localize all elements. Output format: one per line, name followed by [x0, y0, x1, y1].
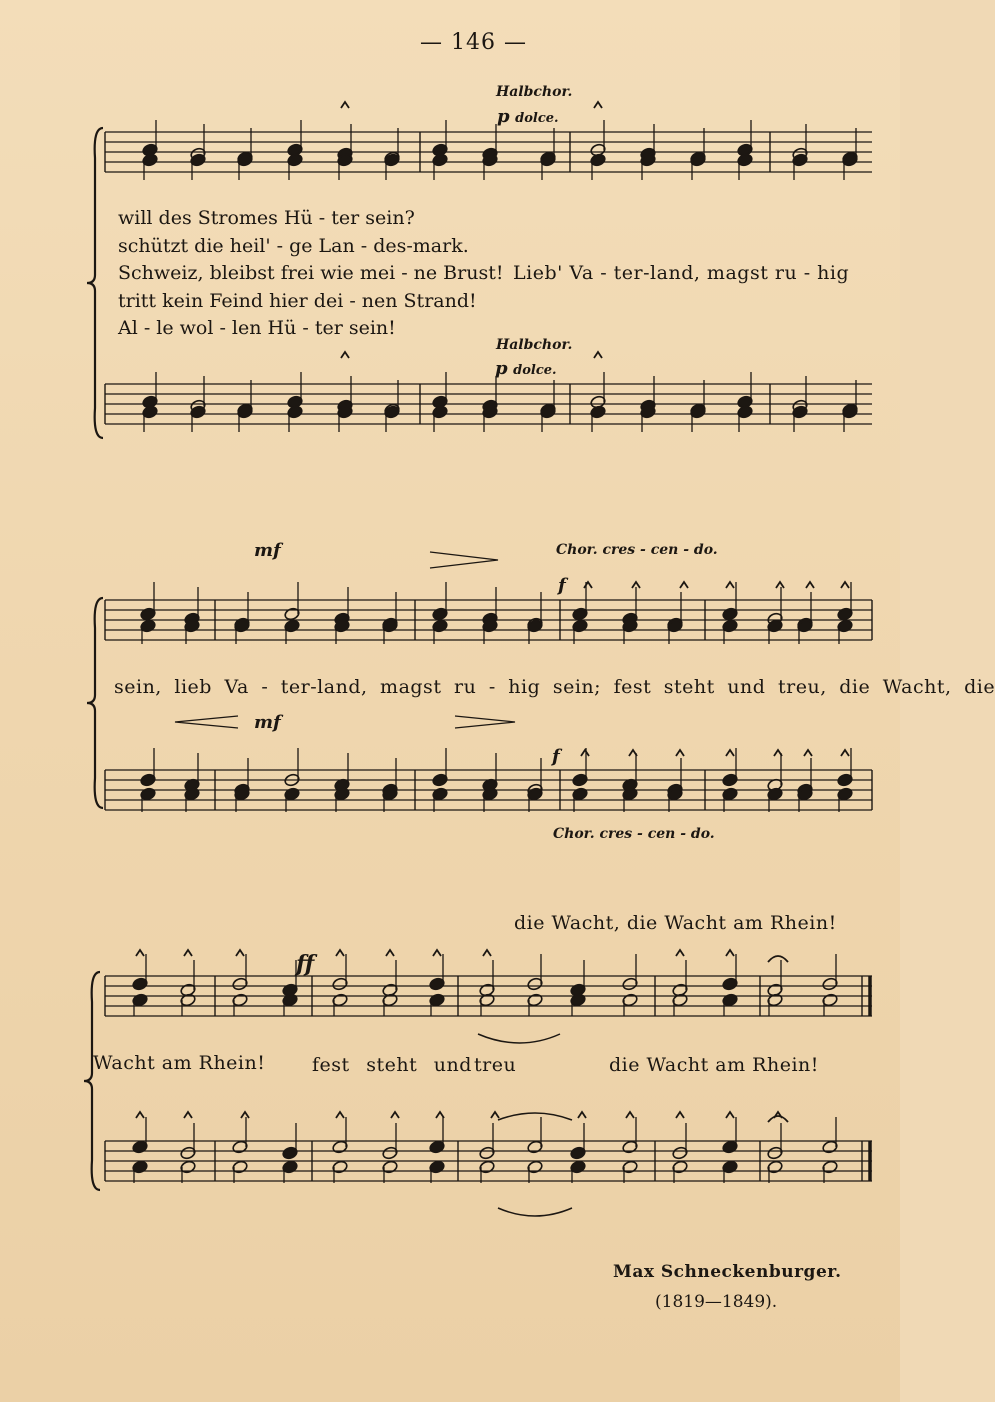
system-brace	[84, 972, 100, 1190]
dolce-marking: dolce.	[515, 111, 559, 126]
dynamic-f-bottom: f	[552, 746, 560, 767]
page-number: — 146 —	[420, 30, 527, 55]
accent-mark	[436, 1112, 444, 1118]
composer-name: Max Schneckenburger.	[613, 1262, 842, 1282]
lyrics-system-3-lower-1: Wacht am Rhein!	[93, 1052, 266, 1074]
verse-line: tritt kein Feind hier dei - nen Strand!	[118, 289, 477, 312]
accent-mark	[241, 1112, 249, 1118]
accent-mark	[676, 750, 684, 756]
accent-mark	[341, 102, 349, 108]
fermata	[768, 1116, 788, 1122]
dynamic-mf-top: mf	[254, 540, 281, 561]
decrescendo-hairpin	[455, 716, 515, 728]
lyrics-system-3-lower-3: treu	[474, 1054, 517, 1076]
accent-mark	[594, 352, 602, 358]
accent-mark	[726, 950, 734, 956]
lyrics-system-3-upper: die Wacht, die Wacht am Rhein!	[514, 912, 837, 934]
accent-mark	[841, 750, 849, 756]
dynamic-mf-bottom: mf	[254, 712, 281, 733]
dynamic-p-dolce-top	[497, 106, 559, 127]
tie	[478, 1034, 560, 1043]
verse-line: Al - le wol - len Hü - ter sein!	[118, 317, 396, 339]
accent-mark	[774, 750, 782, 756]
accent-mark	[776, 582, 784, 588]
dynamic-p: p	[495, 358, 508, 379]
accent-mark	[483, 950, 491, 956]
accent-mark	[184, 950, 192, 956]
accent-mark	[726, 582, 734, 588]
accent-mark	[336, 950, 344, 956]
refrain-lyric: Lieb' Va - ter-land, magst ru - hig	[513, 262, 850, 284]
accent-mark	[726, 1112, 734, 1118]
verse-line: will des Stromes Hü - ter sein?	[118, 207, 415, 229]
halbchor-label-top: Halbchor.	[496, 84, 573, 100]
accent-mark	[676, 1112, 684, 1118]
accent-mark	[184, 1112, 192, 1118]
fermata	[768, 956, 788, 962]
dynamic-ff: ff	[296, 951, 315, 977]
decrescendo-hairpin	[430, 552, 498, 568]
verse-line: Schweiz, bleibst frei wie mei - ne Brust!	[118, 262, 504, 284]
lyrics-system-3-lower-2: fest steht und	[312, 1054, 472, 1076]
accent-mark	[629, 750, 637, 756]
tie	[498, 1113, 572, 1120]
accent-mark	[676, 950, 684, 956]
accent-mark	[726, 750, 734, 756]
accent-mark	[578, 1112, 586, 1118]
chor-crescendo-top: Chor. cres - cen - do.	[556, 542, 718, 558]
dolce-marking: dolce.	[513, 363, 557, 378]
composer-years: (1819—1849).	[655, 1292, 778, 1312]
accent-mark	[581, 750, 589, 756]
system-brace	[87, 598, 103, 808]
accent-mark	[806, 582, 814, 588]
accent-mark	[336, 1112, 344, 1118]
accent-mark	[804, 750, 812, 756]
dynamic-p: p	[497, 106, 510, 127]
accent-mark	[386, 950, 394, 956]
accent-mark	[626, 1112, 634, 1118]
dynamic-f-top: f	[558, 575, 566, 596]
accent-mark	[136, 1112, 144, 1118]
lyrics-system-3-lower-4: die Wacht am Rhein!	[609, 1054, 819, 1076]
accent-mark	[841, 582, 849, 588]
system-brace	[87, 128, 103, 438]
halbchor-label-bottom: Halbchor.	[496, 337, 573, 353]
lyrics-system-2: sein, lieb Va - ter-land, magst ru - hig sein; fest steht und treu, die Wacht, die	[114, 676, 995, 698]
tie	[498, 1208, 572, 1216]
accent-mark	[680, 582, 688, 588]
verse-block	[118, 205, 503, 343]
accent-mark	[341, 352, 349, 358]
accent-mark	[491, 1112, 499, 1118]
accent-mark	[236, 950, 244, 956]
dynamic-p-dolce-bottom	[495, 358, 557, 379]
crescendo-hairpin	[175, 716, 238, 728]
accent-mark	[391, 1112, 399, 1118]
verse-line: schützt die heil' - ge Lan - des-mark.	[118, 234, 469, 257]
accent-mark	[136, 950, 144, 956]
accent-mark	[433, 950, 441, 956]
accent-mark	[584, 582, 592, 588]
accent-mark	[594, 102, 602, 108]
chor-crescendo-bottom: Chor. cres - cen - do.	[553, 826, 715, 842]
